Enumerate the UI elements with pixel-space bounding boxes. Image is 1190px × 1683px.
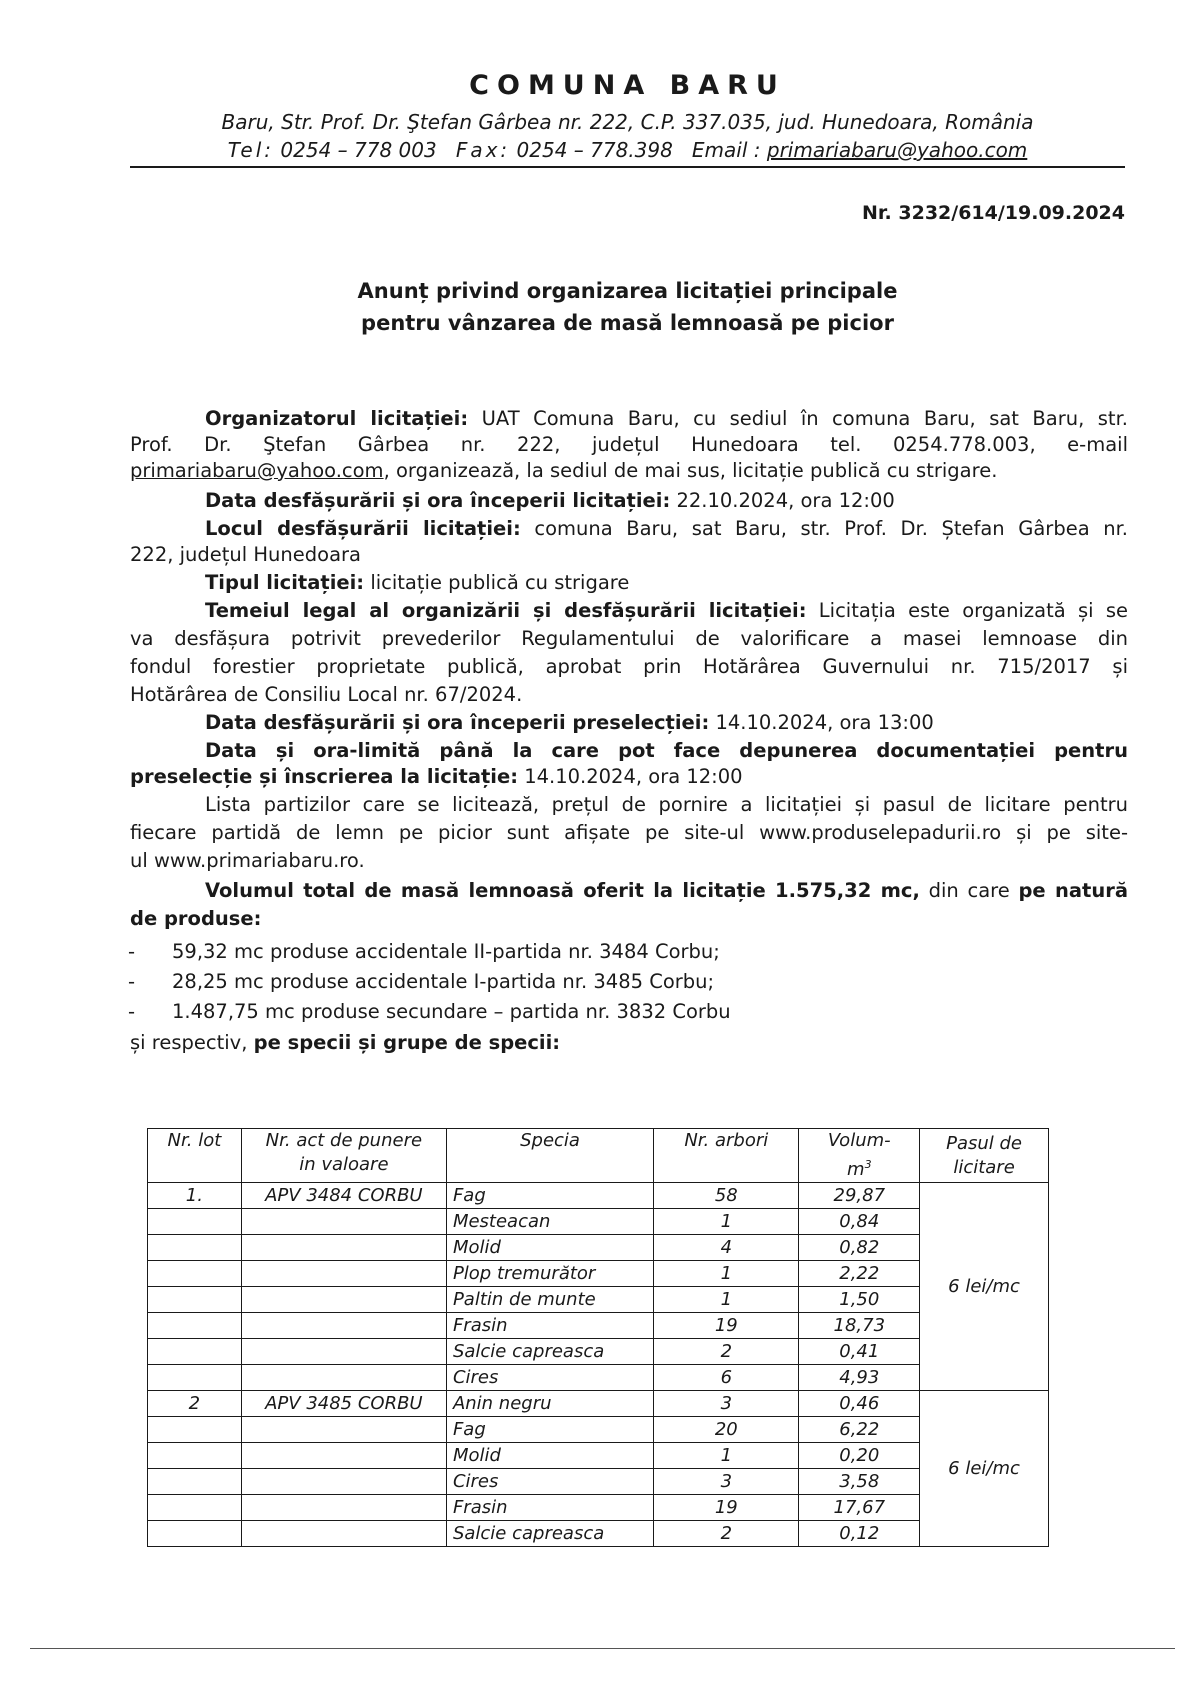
deadline-text-1: Data și ora-limită până la care pot face depunerea documentației pentru <box>205 739 1128 762</box>
cell-lot <box>148 1261 242 1287</box>
volume-connector: din care <box>919 879 1019 902</box>
cell-trees: 6 <box>654 1365 799 1391</box>
header-act-line-1: Nr. act de punere <box>265 1130 423 1151</box>
table-row <box>148 1339 1049 1365</box>
header-step-line-2: licitare <box>953 1156 1015 1178</box>
cell-trees: 1 <box>654 1209 799 1235</box>
cell-act <box>241 1443 446 1469</box>
volume-total: Volumul total de masă lemnoasă oferit la licitație 1.575,32 mc, <box>205 879 920 902</box>
fax-label: Fax: <box>455 138 511 162</box>
table-row <box>148 1235 1049 1261</box>
header-volume <box>799 1129 920 1183</box>
cell-lot <box>148 1469 242 1495</box>
cell-trees: 58 <box>654 1183 799 1209</box>
lots-table <box>147 1128 1049 1547</box>
place-text-1: comuna Baru, sat Baru, str. Prof. Dr. Ștefan Gârbea nr. <box>534 517 1128 540</box>
cell-volume: 2,22 <box>799 1261 920 1287</box>
header-volume-unit: m <box>847 1159 865 1180</box>
preselection-label: Data desfășurării și ora începerii preselecției: <box>205 711 710 734</box>
bullet-dash: - <box>128 940 136 963</box>
cell-volume: 0,12 <box>799 1521 920 1547</box>
bullet-dash: - <box>128 970 136 993</box>
announcement-title-line-2: pentru vânzarea de masă lemnoasă pe picior <box>361 311 894 335</box>
cell-species: Fag <box>446 1183 653 1209</box>
header-divider <box>130 166 1125 168</box>
cell-act <box>241 1313 446 1339</box>
place-line-2: 222, județul Hunedoara <box>130 543 361 566</box>
cell-trees: 3 <box>654 1469 799 1495</box>
cell-step: 6 lei/mc <box>920 1183 1049 1391</box>
cell-species: Plop tremurător <box>446 1261 653 1287</box>
cell-trees: 3 <box>654 1391 799 1417</box>
table-row <box>148 1313 1049 1339</box>
preselection-value: 14.10.2024, ora 13:00 <box>715 711 934 734</box>
bullet-item: 59,32 mc produse accidentale II-partida nr. 3484 Corbu; <box>172 940 720 963</box>
legal-line-4: Hotărârea de Consiliu Local nr. 67/2024. <box>130 683 523 706</box>
table-row <box>148 1287 1049 1313</box>
cell-species: Molid <box>446 1443 653 1469</box>
volume-line-1 <box>205 878 1128 904</box>
cell-act <box>241 1417 446 1443</box>
cell-trees: 1 <box>654 1287 799 1313</box>
cell-act <box>241 1339 446 1365</box>
cell-lot <box>148 1339 242 1365</box>
header-act <box>241 1129 446 1183</box>
deadline-line-2 <box>130 764 743 790</box>
cell-volume: 0,84 <box>799 1209 920 1235</box>
table-row <box>148 1183 1049 1209</box>
cell-act <box>241 1209 446 1235</box>
organizer-text-1: UAT Comuna Baru, cu sediul în comuna Baru, sat Baru, str. <box>481 407 1128 430</box>
type-label: Tipul licitației: <box>205 571 365 594</box>
announcement-title-line-1: Anunț privind organizarea licitației principale <box>357 279 898 303</box>
cell-act <box>241 1365 446 1391</box>
cell-lot <box>148 1209 242 1235</box>
list-line-2: fiecare partidă de lemn pe picior sunt afișate pe site-ul www.produselepadurii.ro și pe site- <box>130 821 1128 844</box>
header-volume-exponent: 3 <box>864 1158 872 1171</box>
volume-products-label: de produse: <box>130 907 262 930</box>
cell-volume: 0,41 <box>799 1339 920 1365</box>
legal-line-2: va desfășura potrivit prevederilor Regulamentului de valorificare a masei lemnoase din <box>130 627 1128 650</box>
cell-volume: 6,22 <box>799 1417 920 1443</box>
registration-number: Nr. 3232/614/19.09.2024 <box>861 202 1125 224</box>
cell-species: Frasin <box>446 1495 653 1521</box>
auction-date-value: 22.10.2024, ora 12:00 <box>676 489 895 512</box>
table-row <box>148 1417 1049 1443</box>
table-row <box>148 1469 1049 1495</box>
header-species: Specia <box>446 1129 653 1183</box>
auction-date-line <box>205 488 895 514</box>
table-row <box>148 1443 1049 1469</box>
header-step-line-1: Pasul de <box>946 1132 1022 1154</box>
tel-value: 0254 – 778 003 <box>280 138 437 162</box>
bullet-dash: - <box>128 1000 136 1023</box>
cell-species: Cires <box>446 1469 653 1495</box>
cell-act: APV 3484 CORBU <box>241 1183 446 1209</box>
contact-line <box>130 138 1125 162</box>
cell-trees: 19 <box>654 1313 799 1339</box>
cell-trees: 1 <box>654 1443 799 1469</box>
organizer-line-2: Prof. Dr. Ştefan Gârbea nr. 222, județul Hunedoara tel. 0254.778.003, e-mail <box>130 433 1128 456</box>
cell-lot: 1. <box>148 1183 242 1209</box>
table-row <box>148 1521 1049 1547</box>
legal-label: Temeiul legal al organizării și desfășurării licitației: <box>205 599 807 622</box>
cell-trees: 1 <box>654 1261 799 1287</box>
place-line-1 <box>205 516 1128 542</box>
cell-volume: 17,67 <box>799 1495 920 1521</box>
species-intro-bold: pe specii și grupe de specii: <box>253 1031 561 1054</box>
species-intro-text: și respectiv, <box>130 1031 254 1054</box>
cell-act <box>241 1469 446 1495</box>
organizer-text-3: , organizează, la sediul de mai sus, licitație publică cu strigare. <box>383 459 998 482</box>
email-link[interactable]: primariabaru@yahoo.com <box>766 138 1028 162</box>
cell-species: Cires <box>446 1365 653 1391</box>
organizer-line-3 <box>130 458 997 484</box>
type-line <box>205 570 629 596</box>
page-bottom-rule <box>30 1648 1175 1649</box>
cell-volume: 29,87 <box>799 1183 920 1209</box>
deadline-line-1 <box>205 738 1128 764</box>
cell-lot <box>148 1313 242 1339</box>
preselection-line <box>205 710 934 736</box>
cell-lot <box>148 1287 242 1313</box>
cell-lot <box>148 1521 242 1547</box>
deadline-value: 14.10.2024, ora 12:00 <box>524 765 743 788</box>
table-row <box>148 1261 1049 1287</box>
cell-trees: 2 <box>654 1521 799 1547</box>
lots-table-body <box>148 1183 1049 1547</box>
list-line-1: Lista partizilor care se licitează, prețul de pornire a licitației și pasul de licitare pentru <box>205 793 1128 816</box>
cell-species: Paltin de munte <box>446 1287 653 1313</box>
cell-step: 6 lei/mc <box>920 1391 1049 1547</box>
cell-volume: 0,82 <box>799 1235 920 1261</box>
header-lot: Nr. lot <box>148 1129 242 1183</box>
cell-lot <box>148 1417 242 1443</box>
cell-species: Mesteacan <box>446 1209 653 1235</box>
cell-lot <box>148 1443 242 1469</box>
cell-species: Fag <box>446 1417 653 1443</box>
volume-by-nature: pe natură <box>1018 879 1128 902</box>
place-label: Locul desfășurării licitației: <box>205 517 521 540</box>
cell-volume: 0,20 <box>799 1443 920 1469</box>
cell-species: Anin negru <box>446 1391 653 1417</box>
cell-act <box>241 1495 446 1521</box>
header-trees: Nr. arbori <box>654 1129 799 1183</box>
header-step <box>920 1129 1049 1183</box>
cell-trees: 19 <box>654 1495 799 1521</box>
cell-act <box>241 1287 446 1313</box>
bullet-item: 28,25 mc produse accidentale I-partida nr. 3485 Corbu; <box>172 970 715 993</box>
table-row <box>148 1391 1049 1417</box>
cell-trees: 2 <box>654 1339 799 1365</box>
cell-act <box>241 1521 446 1547</box>
email-label: Email : <box>691 138 761 162</box>
table-row <box>148 1209 1049 1235</box>
header-act-line-2: in valoare <box>299 1154 389 1175</box>
deadline-label: preselecție și înscrierea la licitație: <box>130 765 519 788</box>
cell-volume: 4,93 <box>799 1365 920 1391</box>
cell-volume: 3,58 <box>799 1469 920 1495</box>
cell-species: Salcie capreasca <box>446 1521 653 1547</box>
cell-trees: 20 <box>654 1417 799 1443</box>
header-volume-line-1: Volum- <box>827 1130 891 1151</box>
organizer-label: Organizatorul licitației: <box>205 407 469 430</box>
cell-act <box>241 1235 446 1261</box>
table-row <box>148 1495 1049 1521</box>
cell-lot: 2 <box>148 1391 242 1417</box>
table-row <box>148 1365 1049 1391</box>
cell-lot <box>148 1365 242 1391</box>
cell-volume: 1,50 <box>799 1287 920 1313</box>
cell-volume: 18,73 <box>799 1313 920 1339</box>
fax-value: 0254 – 778.398 <box>516 138 673 162</box>
cell-lot <box>148 1235 242 1261</box>
organizer-line-1 <box>205 406 1128 432</box>
cell-lot <box>148 1495 242 1521</box>
volume-line-2 <box>130 906 261 932</box>
municipality-address: Baru, Str. Prof. Dr. Ştefan Gârbea nr. 222, C.P. 337.035, jud. Hunedoara, România <box>221 110 1034 134</box>
cell-trees: 4 <box>654 1235 799 1261</box>
cell-act <box>241 1261 446 1287</box>
cell-act: APV 3485 CORBU <box>241 1391 446 1417</box>
cell-species: Salcie capreasca <box>446 1339 653 1365</box>
table-header-row <box>148 1129 1049 1183</box>
tel-label: Tel: <box>227 138 275 162</box>
legal-line-3: fondul forestier proprietate publică, aprobat prin Hotărârea Guvernului nr. 715/2017 și <box>130 655 1128 678</box>
species-intro <box>130 1030 560 1056</box>
organizer-email-link[interactable]: primariabaru@yahoo.com <box>130 459 384 482</box>
auction-date-label: Data desfășurării și ora începerii licitației: <box>205 489 671 512</box>
cell-species: Frasin <box>446 1313 653 1339</box>
list-line-3: ul www.primariabaru.ro. <box>130 849 365 872</box>
cell-volume: 0,46 <box>799 1391 920 1417</box>
type-value: licitație publică cu strigare <box>370 571 630 594</box>
cell-species: Molid <box>446 1235 653 1261</box>
bullet-item: 1.487,75 mc produse secundare – partida nr. 3832 Corbu <box>172 1000 731 1023</box>
municipality-title: COMUNA BARU <box>469 70 786 101</box>
legal-text-1: Licitația este organizată și se <box>818 599 1128 622</box>
legal-line-1 <box>205 598 1128 624</box>
